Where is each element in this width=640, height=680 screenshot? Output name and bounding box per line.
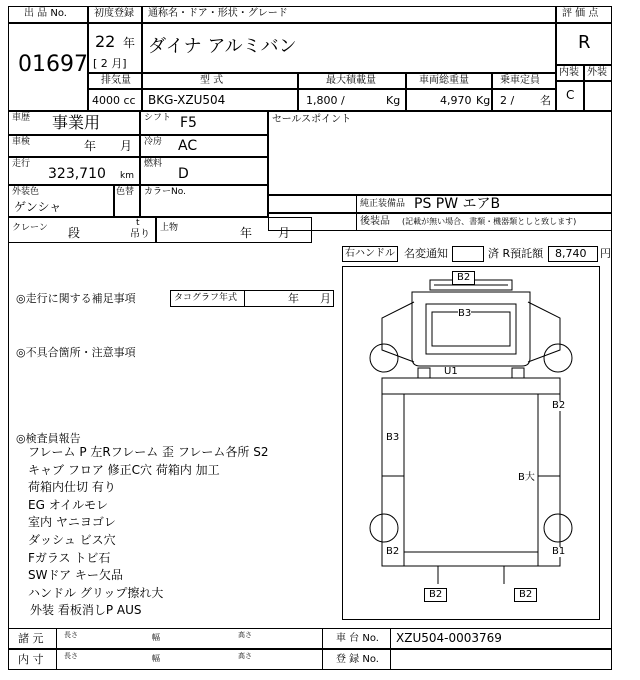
crane-ton-unit: t — [136, 218, 140, 228]
mileage-unit: km — [120, 171, 134, 181]
tacho-divider — [244, 290, 245, 307]
loaded-year: 年 — [240, 226, 253, 240]
inspector-line: 荷箱内仕切 有り — [28, 480, 116, 495]
equipment-value: PS PW エアB — [414, 196, 501, 212]
dims-height-label: 高さ — [238, 631, 252, 639]
interior-height-label: 高さ — [238, 652, 252, 660]
loaded-month: 月 — [278, 226, 291, 240]
exterior-label: 外装 — [587, 67, 607, 78]
inspector-line: ダッシュ ビス穴 — [28, 533, 116, 547]
chassis-label: 車 台 No. — [336, 633, 379, 644]
dims-row — [8, 628, 612, 649]
driving-notes-label: ◎走行に関する補足事項 — [16, 292, 136, 305]
capacity-label: 乗車定員 — [500, 75, 540, 86]
tacho-year: 年 — [288, 292, 299, 305]
damage-mark: U1 — [444, 366, 458, 377]
ac-value: AC — [178, 138, 198, 154]
mileage-label: 走行 — [12, 159, 31, 169]
dims-label: 諸 元 — [18, 632, 44, 645]
history-label: 車歴 — [12, 113, 31, 123]
max-load-unit: Kg — [386, 94, 401, 107]
name-change-label: 名変通知 — [404, 247, 448, 260]
inspector-line: 外装 看板消しP AUS — [30, 603, 142, 618]
footer-div-2 — [322, 628, 323, 670]
damage-mark: B2 — [452, 271, 475, 285]
history-value: 事業用 — [52, 113, 101, 132]
inspection-year: 年 — [84, 139, 97, 153]
displacement-label: 排気量 — [101, 75, 131, 86]
inspector-line: SWドア キー欠品 — [28, 568, 123, 583]
accessory-label: 後装品 — [360, 216, 390, 227]
capacity-value: 2 / — [500, 94, 515, 107]
damage-mark: B2 — [514, 588, 537, 602]
dims-width-label: 幅 — [152, 633, 160, 642]
inspector-line: 室内 ヤニヨゴレ — [28, 515, 116, 530]
car-name-label: 通称名・ドア・形状・グレード — [148, 8, 288, 19]
inspector-line: Fガラス トビ石 — [28, 550, 111, 565]
lot-label: 出 品 No. — [24, 8, 67, 19]
chassis-value: XZU504-0003769 — [396, 631, 502, 645]
defects-label: ◎不具合箇所・注意事項 — [16, 346, 136, 359]
footer-div-3 — [390, 628, 391, 670]
footer-div-1 — [56, 628, 57, 670]
reg-label: 登 録 No. — [336, 654, 379, 665]
truck-outline-diagram — [342, 266, 600, 620]
displacement-value: 4000 cc — [92, 94, 136, 107]
tacho-month: 月 — [320, 292, 331, 305]
damage-mark: B3 — [386, 432, 400, 443]
car-name: ダイナ アルミバン — [148, 36, 297, 57]
accessory-note: (記載が無い場合、書類・機器類としと致します) — [402, 217, 577, 226]
inspector-line: キャブ フロア 修正C穴 荷箱内 加工 — [28, 462, 220, 477]
capacity-unit: 名 — [540, 94, 551, 107]
steering-value: 右ハンドル — [345, 248, 395, 259]
max-load-label: 最大積載量 — [326, 75, 376, 86]
crane-label: クレーン — [12, 223, 48, 233]
dims-length-label: 長さ — [64, 631, 78, 639]
first-reg-label: 初度登録 — [94, 8, 134, 19]
lot-number: 01697 — [18, 52, 88, 77]
equipment-label: 純正装備品 — [360, 199, 406, 209]
exterior-value-box — [584, 81, 612, 111]
fuel-value: D — [178, 166, 189, 182]
gross-weight-label: 車両総重量 — [419, 75, 469, 86]
model-value: BKG-XZU504 — [148, 93, 226, 107]
crane-stage: 段 — [68, 226, 81, 240]
ext-color-value: ゲンシャ — [14, 200, 62, 214]
inspection-label: 車検 — [12, 137, 31, 147]
reg-year: 22 — [95, 32, 116, 51]
loaded-label: 上物 — [160, 223, 179, 233]
shift-label: シフト — [144, 113, 172, 123]
inspector-line: フレーム P 左Rフレーム 歪 フレーム各所 S2 — [28, 445, 269, 459]
damage-mark: B2 — [386, 546, 400, 557]
interior-value: C — [566, 88, 575, 102]
max-load-value: 1,800 / — [306, 94, 345, 107]
reg-year-unit: 年 — [123, 36, 136, 50]
damage-mark: B2 — [424, 588, 447, 602]
interior-dims-label: 内 寸 — [18, 653, 44, 666]
sales-point-label: セールスポイント — [272, 114, 352, 125]
tacho-label: タコグラフ年式 — [174, 293, 238, 303]
shift-value: F5 — [180, 115, 197, 131]
inspection-month: 月 — [120, 139, 133, 153]
crane-lift: 吊り — [130, 229, 150, 240]
interior-label: 内装 — [559, 67, 579, 78]
deposit-unit: 円 — [600, 247, 611, 260]
inspector-line: ハンドル グリップ擦れ大 — [28, 585, 164, 600]
ac-label: 冷房 — [144, 137, 163, 147]
color-code-label: カラーNo. — [144, 187, 186, 197]
damage-mark: B2 — [552, 400, 566, 411]
damage-mark: B大 — [518, 472, 535, 483]
model-label: 型 式 — [200, 75, 224, 86]
rating-value: R — [578, 32, 591, 53]
interior-length-label: 長さ — [64, 652, 78, 660]
interior-width-label: 幅 — [152, 654, 160, 663]
reg-month: [ 2 月] — [93, 57, 127, 70]
damage-mark: B3 — [458, 308, 472, 319]
deposit-value: 8,740 — [555, 247, 587, 260]
inspector-label: ◎検査員報告 — [16, 432, 81, 445]
interior-dims-row — [8, 649, 612, 670]
gross-weight-unit: Kg — [476, 94, 491, 107]
rating-label: 評 価 点 — [562, 8, 599, 19]
mileage-value: 323,710 — [48, 166, 106, 182]
deposit-label: 済 R預託額 — [488, 247, 544, 260]
inspector-line: EG オイルモレ — [28, 497, 109, 512]
ext-color-label: 外装色 — [12, 187, 40, 197]
fuel-label: 燃料 — [144, 159, 163, 169]
damage-mark: B1 — [552, 546, 566, 557]
color-change-label: 色替 — [116, 187, 135, 197]
gross-weight-value: 4,970 — [440, 94, 472, 107]
name-change-check — [452, 246, 484, 262]
